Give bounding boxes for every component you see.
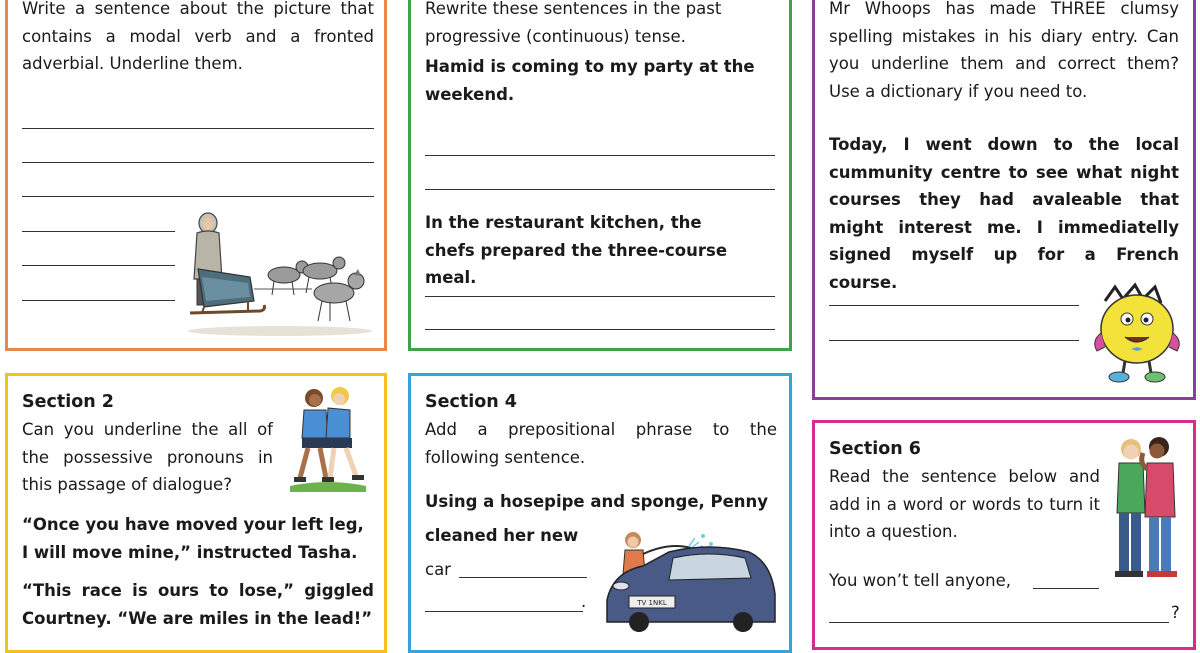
section-6-card <box>812 420 1196 650</box>
answer-line[interactable] <box>425 296 775 297</box>
whispering-children-illustration <box>1113 433 1183 583</box>
answer-line[interactable] <box>425 189 775 190</box>
section-3-card <box>408 0 792 351</box>
answer-line[interactable] <box>829 340 1079 341</box>
question-sentence: You won’t tell anyone, <box>829 571 1012 590</box>
dialogue-line: “Once you have moved your left leg, I will move mine,” instructed Tasha. <box>22 515 364 562</box>
section-6-instruction: Read the sentence below and add in a word or words to turn it into a question. <box>829 467 1100 541</box>
section-5-instruction: Mr Whoops has made THREE clumsy spelling mistakes in his diary entry. Can you underline them and correct them? Use a dictionary if you need to. <box>829 0 1179 101</box>
section-1-instruction: Write a sentence about the picture that contains a modal verb and a fronted adverbial. Underline them. <box>22 0 374 73</box>
answer-line[interactable] <box>425 155 775 156</box>
license-plate: TV 1NKL <box>637 599 667 607</box>
answer-line[interactable] <box>829 622 1169 623</box>
sentence-part: car <box>425 560 451 579</box>
section-4-instruction: Add a prepositional phrase to the following sentence. <box>425 420 777 467</box>
mr-whoops-illustration <box>1087 281 1187 389</box>
section-6-heading: Section 6 <box>829 439 921 459</box>
car-washing-illustration <box>599 522 781 634</box>
answer-line[interactable] <box>425 329 775 330</box>
answer-line[interactable] <box>22 300 175 301</box>
sentence-to-rewrite: In the restaurant kitchen, the chefs prepared the three-course meal. <box>425 213 728 287</box>
section-1-card <box>5 0 387 351</box>
section-5-card <box>812 0 1196 400</box>
answer-line[interactable] <box>22 196 374 197</box>
sentence-end: . <box>581 592 587 611</box>
answer-line[interactable] <box>22 231 175 232</box>
section-4-card <box>408 373 792 653</box>
answer-line[interactable] <box>459 577 587 578</box>
answer-line[interactable] <box>425 611 583 612</box>
section-2-heading: Section 2 <box>22 392 114 412</box>
dialogue-line: “This race is ours to lose,” giggled Courtney. “We are miles in the lead!” <box>22 581 374 628</box>
sentence-to-rewrite: Hamid is coming to my party at the weekend. <box>425 57 755 104</box>
dog-sled-illustration <box>184 209 376 339</box>
sentence-part: cleaned her new <box>425 526 579 545</box>
question-mark: ? <box>1171 603 1180 622</box>
answer-line[interactable] <box>829 305 1079 306</box>
answer-line[interactable] <box>1033 588 1099 589</box>
section-2-card <box>5 373 387 653</box>
sentence-part: Using a hosepipe and sponge, Penny <box>425 492 769 511</box>
answer-line[interactable] <box>22 265 175 266</box>
section-4-heading: Section 4 <box>425 392 517 412</box>
section-3-instruction: Rewrite these sentences in the past progressive (continuous) tense. <box>425 0 722 46</box>
running-girls-illustration <box>286 382 370 492</box>
section-2-instruction: Can you underline the all of the possessive pronouns in this passage of dialogue? <box>22 420 273 494</box>
answer-line[interactable] <box>22 162 374 163</box>
diary-entry: Today, I went down to the local cummunity centre to see what night courses they had avaleable that might interest me. I immediatelly signed myself up for a French course. <box>829 135 1179 292</box>
answer-line[interactable] <box>22 128 374 129</box>
